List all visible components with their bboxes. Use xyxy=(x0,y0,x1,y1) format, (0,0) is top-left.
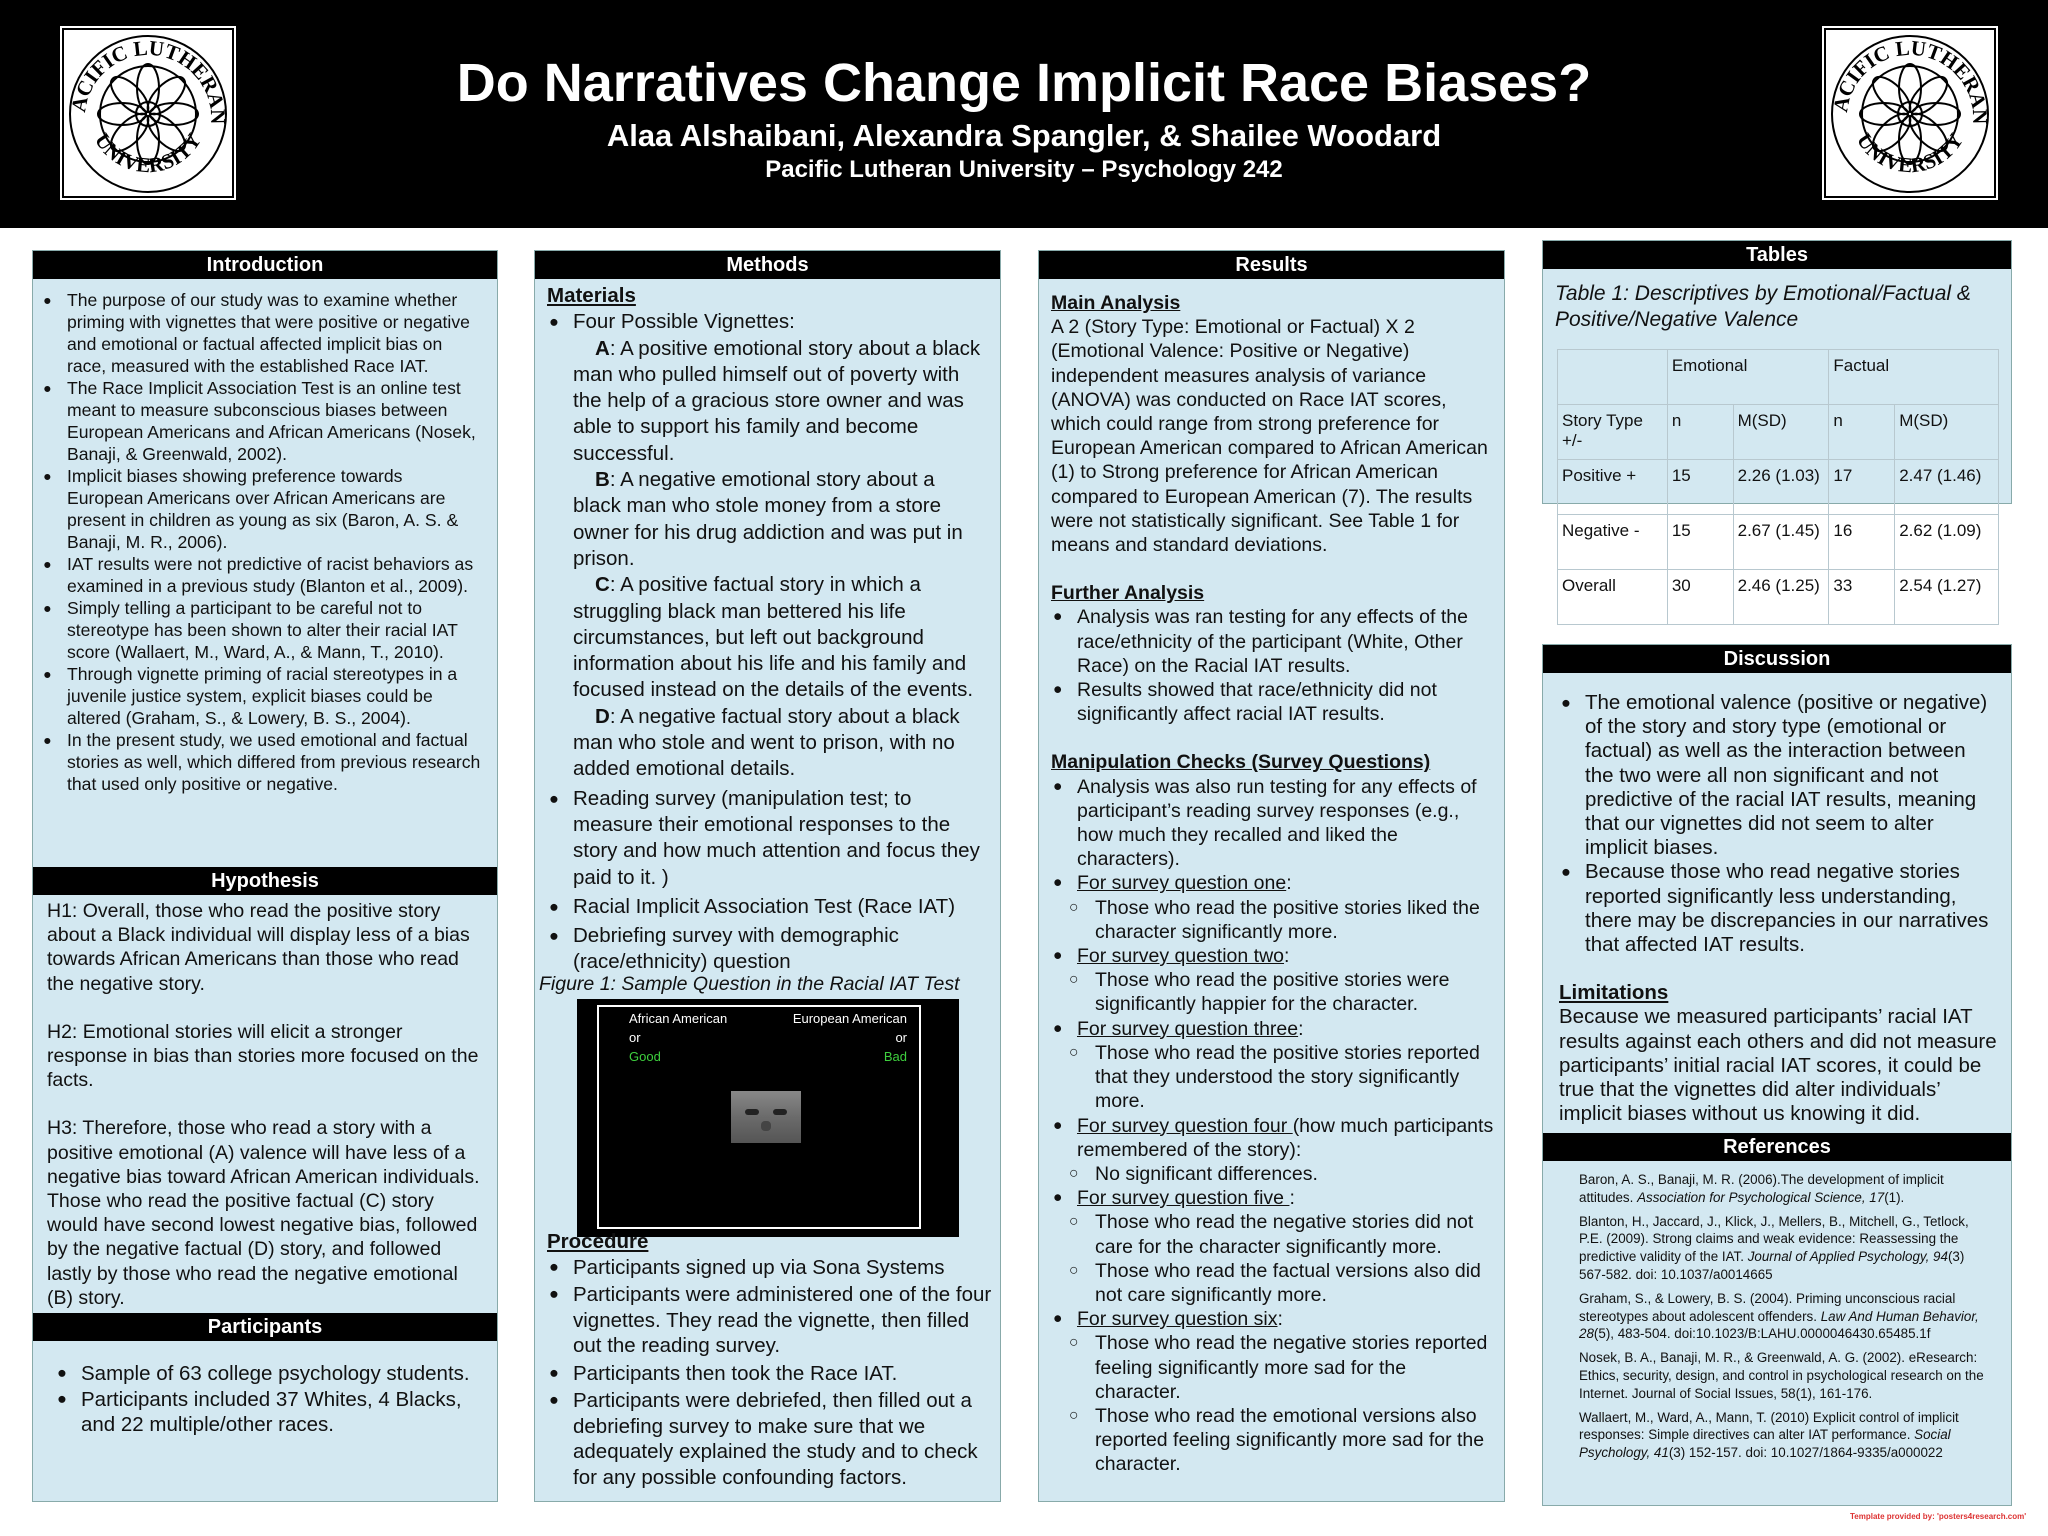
survey-finding: ○ Those who read the positive stories were significantly happier for the character. xyxy=(1051,968,1494,1016)
svg-text:PACIFIC LUTHERAN: ACIFIC LUTHERAN xyxy=(66,35,231,125)
svg-text:UNIVERSITY: UNIVERSITY xyxy=(89,128,207,178)
svg-text:UNIVERSITY: UNIVERSITY xyxy=(1851,128,1969,178)
participants-list xyxy=(55,1361,475,1438)
survey-question-findings xyxy=(1051,968,1494,1016)
results-heading: Results xyxy=(1039,251,1504,279)
poster-affiliation: Pacific Lutheran University – Psychology 242 xyxy=(765,156,1283,183)
materials-label: Materials xyxy=(547,284,636,307)
introduction-heading: Introduction xyxy=(33,251,497,279)
procedure-item: ● Participants signed up via Sona Systems xyxy=(547,1255,997,1281)
methods-heading: Methods xyxy=(535,251,1000,279)
survey-finding: ○ Those who read the factual versions also did not care significantly more. xyxy=(1051,1259,1494,1307)
survey-question-findings xyxy=(1051,1041,1494,1114)
discussion-item: ● Because those who read negative stories reported significantly less understanding, there may be discrepancies in our narratives that affected IAT results. xyxy=(1559,860,1997,957)
survey-question-item xyxy=(1051,871,1494,944)
iat-right-category: European American xyxy=(792,1011,907,1026)
survey-question-findings xyxy=(1051,1210,1494,1307)
material-item: ● Debriefing survey with demographic (race/ethnicity) question xyxy=(547,923,988,976)
participants-heading: Participants xyxy=(33,1313,497,1341)
table-caption: Table 1: Descriptives by Emotional/Factual & Positive/Negative Valence xyxy=(1555,282,1971,331)
iat-right-attribute: Bad xyxy=(883,1049,907,1064)
table-subheader-cell: M(SD) xyxy=(1895,405,1999,460)
survey-finding: ○ Those who read the positive stories reported that they understood the story significantly more. xyxy=(1051,1041,1494,1114)
tables-heading: Tables xyxy=(1543,241,2011,269)
reference-detail: (1). xyxy=(1884,1189,1905,1205)
reference-text: Baron, A. S., Banaji, M. R. (2006).The development of implicit attitudes. xyxy=(1579,1172,1944,1205)
vignettes-list xyxy=(547,336,988,783)
survey-question-findings xyxy=(1051,1162,1494,1186)
vignette-letter: D xyxy=(595,704,610,728)
table-cell: 2.26 (1.03) xyxy=(1733,460,1829,515)
column-discussion xyxy=(1542,644,2012,1506)
poster-authors: Alaa Alshaibani, Alexandra Spangler, & Shailee Woodard xyxy=(606,118,1442,153)
hypothesis-paragraph: H2: Emotional stories will elicit a stronger response in bias than stories more focused on the facts. xyxy=(47,1020,479,1092)
procedure-item: ● Participants were debriefed, then filled out a debriefing survey to make sure that we adequately explained the study and to check for any possible confounding factors. xyxy=(547,1388,997,1490)
vignette-letter: C xyxy=(595,573,610,597)
participants-item: ● Sample of 63 college psychology students. xyxy=(55,1361,475,1387)
further-analysis-list xyxy=(1051,605,1494,726)
reference-detail: (3) 567-582. doi: 10.1037/a0014665 xyxy=(1579,1249,1965,1282)
survey-question-suffix: : xyxy=(1286,872,1292,895)
materials-list xyxy=(547,786,988,976)
university-logo-right xyxy=(1822,26,1998,200)
table-cell: 2.54 (1.27) xyxy=(1895,570,1999,625)
survey-question-item xyxy=(1051,1307,1494,1476)
table-cell: 15 xyxy=(1667,460,1733,515)
survey-question-label: For survey question five xyxy=(1077,1187,1290,1210)
column-results xyxy=(1038,250,1505,1502)
survey-finding: ○ Those who read the positive stories liked the character significantly more. xyxy=(1051,896,1494,944)
introduction-list xyxy=(33,279,497,795)
procedure-label: Procedure xyxy=(547,1230,649,1253)
further-analysis-item: ● Results showed that race/ethnicity did not significantly affect racial IAT results. xyxy=(1051,678,1494,726)
vignette-text: : A negative factual story about a black man who stole and went to prison, with no added emotional details. xyxy=(573,704,960,781)
poster-title: Do Narratives Change Implicit Race Biases? xyxy=(456,53,1592,113)
reference-entry xyxy=(1579,1171,1993,1207)
table-row xyxy=(1558,460,1999,515)
iat-sample-figure: African American or Good European American or Bad xyxy=(577,999,959,1237)
procedure-list xyxy=(547,1255,997,1491)
survey-question-suffix: : xyxy=(1289,1187,1295,1210)
main-analysis-label: Main Analysis xyxy=(1051,292,1181,314)
survey-questions-list xyxy=(1051,871,1494,1476)
vignette-item xyxy=(573,336,988,467)
material-item: ● Reading survey (manipulation test; to measure their emotional responses to the story and how much attention and focus they paid to it. ) xyxy=(547,786,988,891)
table-header-factual: Factual xyxy=(1829,350,1999,405)
introduction-item: ● IAT results were not predictive of racist behaviors as examined in a previous study (Blanton et al., 2009). xyxy=(41,553,483,597)
reference-text: Graham, S., & Lowery, B. S. (2004). Priming unconscious racial stereotypes about adolescent offenders. xyxy=(1579,1290,1956,1324)
survey-finding: ○ No significant differences. xyxy=(1051,1162,1494,1186)
vignette-text: : A negative emotional story about a black man who stole money from a store owner for his drug addiction and was put in prison. xyxy=(573,468,963,570)
vignette-item xyxy=(573,467,988,572)
reference-source: Journal of Applied Psychology, 94 xyxy=(1747,1249,1948,1265)
reference-source: Law And Human Behavior, 28 xyxy=(1579,1308,1979,1342)
column-methods xyxy=(534,250,1001,1502)
table-cell: Overall xyxy=(1558,570,1668,625)
tables-panel xyxy=(1542,240,2012,595)
reference-detail: (3) 152-157. doi: 10.1027/1864-9335/a000022 xyxy=(1668,1445,1943,1461)
table-cell: Positive + xyxy=(1558,460,1668,515)
survey-finding: ○ Those who read the emotional versions also reported feeling significantly more sad for the character. xyxy=(1051,1404,1494,1477)
table-subheader-cell: M(SD) xyxy=(1733,405,1829,460)
table-cell: 2.62 (1.09) xyxy=(1895,515,1999,570)
survey-question-item xyxy=(1051,1017,1494,1114)
survey-question-suffix: : xyxy=(1298,1017,1304,1040)
survey-question-findings xyxy=(1051,896,1494,944)
material-item: ● Racial Implicit Association Test (Race IAT) xyxy=(547,894,988,920)
template-credit: Template provided by: 'posters4research.com' xyxy=(1850,1512,2027,1521)
introduction-item: ● The purpose of our study was to examine whether priming with vignettes that were positive or negative and emotional or factual affected implicit bias on race, measured with the established Race IAT. xyxy=(41,289,483,377)
further-analysis-item: ● Analysis was ran testing for any effects of the race/ethnicity of the participant (White, Other Race) on the Racial IAT results. xyxy=(1051,605,1494,678)
introduction-item: ● Through vignette priming of racial stereotypes in a juvenile justice system, explicit biases could be altered (Graham, S., & Lowery, B. S., 2004). xyxy=(41,663,483,729)
main-analysis-text: A 2 (Story Type: Emotional or Factual) X 2 (Emotional Valence: Positive or Negative) independent measures analysis of variance (ANOVA) was conducted on Race IAT scores, which could range from strong preference for European American compared to African American (1) to Strong preference for African American compared to European American (7). The results were not statistically significant. See Table 1 for means and standard deviations. xyxy=(1051,316,1488,557)
survey-question-label: For survey question one xyxy=(1077,872,1287,895)
introduction-item: ● Simply telling a participant to be careful not to stereotype has been shown to alter their racial IAT score (Wallaert, M., Ward, A., & Mann, T., 2010). xyxy=(41,597,483,663)
introduction-item: ● Implicit biases showing preference towards European Americans over African Americans are present in children as young as six (Baron, A. S. & Banaji, M. R., 2006). xyxy=(41,465,483,553)
vignette-letter: A xyxy=(595,336,610,360)
introduction-item: ● In the present study, we used emotional and factual stories as well, which differed from previous research that used only positive or negative. xyxy=(41,729,483,795)
manipulation-checks-intro: ● Analysis was also run testing for any effects of participant’s reading survey responses (e.g., how much they recalled and liked the characters). xyxy=(1051,775,1494,872)
poster-header xyxy=(0,0,2048,228)
procedure-item: ● Participants then took the Race IAT. xyxy=(547,1361,997,1387)
column-left xyxy=(32,250,498,1502)
survey-question-item xyxy=(1051,1114,1494,1187)
reference-source: Social Psychology, 41 xyxy=(1579,1427,1951,1461)
further-analysis-label: Further Analysis xyxy=(1051,582,1205,605)
table-cell: 15 xyxy=(1667,515,1733,570)
vignette-item xyxy=(573,704,988,783)
discussion-item: ● The emotional valence (positive or negative) of the story and story type (emotional or factual) as well as the interaction between the two were all non significant and not predictive of the racial IAT results, meaning that our vignettes did not seem to alter implicit biases. xyxy=(1559,691,1997,860)
survey-question-suffix: : xyxy=(1284,945,1290,968)
limitations-label: Limitations xyxy=(1559,981,1669,1005)
reference-text: Wallaert, M., Ward, A., Mann, T. (2010) Explicit control of implicit responses: Simple directives can alter IAT performance. xyxy=(1579,1409,1959,1443)
reference-entry xyxy=(1579,1290,1993,1343)
hypothesis-text xyxy=(47,899,487,1310)
university-seal-icon xyxy=(1822,26,1998,200)
survey-question-findings xyxy=(1051,1331,1494,1476)
table-row xyxy=(1558,570,1999,625)
reference-text: Nosek, B. A., Banaji, M. R., & Greenwald, A. G. (2002). eResearch: Ethics, security, design, and control in psychological research on the Internet. Journal of Social Issues, 58(1), 161-176. xyxy=(1579,1350,1984,1401)
discussion-heading: Discussion xyxy=(1543,645,2011,673)
survey-finding: ○ Those who read the negative stories reported feeling significantly more sad for the character. xyxy=(1051,1331,1494,1404)
figure-caption: Figure 1: Sample Question in the Racial IAT Test xyxy=(539,973,960,995)
survey-question-label: For survey question six xyxy=(1077,1308,1278,1331)
survey-question-suffix: : xyxy=(1277,1308,1283,1331)
table-row xyxy=(1558,515,1999,570)
survey-question-item xyxy=(1051,1186,1494,1307)
hypothesis-heading: Hypothesis xyxy=(33,867,497,895)
hypothesis-paragraph: H3: Therefore, those who read a story with a positive emotional (A) valence will have less of a negative bias toward African American individuals. Those who read the positive factual (C) story would have second lowest negative bias, followed by the negative factual (D) story, and followed lastly by those who read the negative emotional (B) story. xyxy=(47,1117,480,1309)
references-heading: References xyxy=(1543,1133,2011,1161)
limitations-text: Because we measured participants’ racial IAT results against each others and did not measure participants’ initial racial IAT scores, it could be true that the vignettes did alter individuals’ implicit biases without us knowing it did. xyxy=(1559,1005,1997,1126)
vignettes-intro: ● Four Possible Vignettes: xyxy=(547,309,988,335)
table-cell: 30 xyxy=(1667,570,1733,625)
vignette-text: : A positive factual story in which a struggling black man bettered his life circumstances, but left out background information about his life and his family and focused instead on the details of the events. xyxy=(573,573,974,702)
survey-question-label: For survey question two xyxy=(1077,945,1285,968)
table-cell: 33 xyxy=(1829,570,1895,625)
table-subheader-cell: n xyxy=(1667,405,1733,460)
procedure-item: ● Participants were administered one of the four vignettes. They read the vignette, then filled out the reading survey. xyxy=(547,1282,997,1359)
vignette-text: : A positive emotional story about a black man who pulled himself out of poverty with the help of a gracious store owner and was able to support his family and become successful. xyxy=(573,336,981,465)
reference-detail: (5), 483-504. doi:10.1023/B:LAHU.0000046430.65485.1f xyxy=(1593,1326,1931,1342)
survey-question-suffix: (how much participants remembered of the story): xyxy=(1077,1114,1494,1161)
table-cell: 2.67 (1.45) xyxy=(1733,515,1829,570)
table-header-emotional: Emotional xyxy=(1667,350,1829,405)
survey-question-label: For survey question four xyxy=(1077,1114,1293,1137)
iat-left-attribute: Good xyxy=(629,1049,661,1064)
table-subheader-row xyxy=(1558,405,1999,460)
descriptives-table xyxy=(1557,349,1999,625)
survey-question-label: For survey question three xyxy=(1077,1017,1299,1040)
vignette-item xyxy=(573,572,988,703)
reference-entry xyxy=(1579,1213,1993,1284)
table-cell xyxy=(1558,350,1668,405)
participants-item: ● Participants included 37 Whites, 4 Blacks, and 22 multiple/other races. xyxy=(55,1387,475,1438)
svg-text:PACIFIC LUTHERAN: ACIFIC LUTHERAN xyxy=(1828,35,1993,125)
table-subheader-cell: n xyxy=(1829,405,1895,460)
table-cell: 17 xyxy=(1829,460,1895,515)
survey-finding: ○ Those who read the negative stories did not care for the character significantly more. xyxy=(1051,1210,1494,1258)
table-cell: 2.47 (1.46) xyxy=(1895,460,1999,515)
vignette-letter: B xyxy=(595,468,610,492)
survey-question-item xyxy=(1051,944,1494,1017)
reference-text: Blanton, H., Jaccard, J., Klick, J., Mellers, B., Mitchell, G., Tetlock, P.E. (2009). Strong claims and weak evidence: Reassessing the predictive validity of the IAT. xyxy=(1579,1213,1969,1265)
iat-left-category: African American xyxy=(629,1011,728,1026)
table-subheader-cell: Story Type +/- xyxy=(1558,405,1668,460)
table-cell: 16 xyxy=(1829,515,1895,570)
discussion-list xyxy=(1559,691,1997,957)
table-header-row xyxy=(1558,350,1999,405)
manipulation-checks-label: Manipulation Checks (Survey Questions) xyxy=(1051,751,1431,774)
reference-source: Association for Psychological Science, 17 xyxy=(1637,1189,1885,1205)
references-list xyxy=(1579,1171,1993,1468)
reference-entry xyxy=(1579,1409,1993,1462)
hypothesis-paragraph: H1: Overall, those who read the positive story about a Black individual will display less of a bias towards African Americans than those who read the negative story. xyxy=(47,900,470,995)
table-cell: 2.46 (1.25) xyxy=(1733,570,1829,625)
face-stimulus-image xyxy=(731,1091,801,1143)
reference-entry xyxy=(1579,1349,1993,1402)
table-cell: Negative - xyxy=(1558,515,1668,570)
introduction-item: ● The Race Implicit Association Test is an online test meant to measure subconscious biases between European Americans and African Americans (Nosek, Banaji, & Greenwald, 2002). xyxy=(41,377,483,465)
